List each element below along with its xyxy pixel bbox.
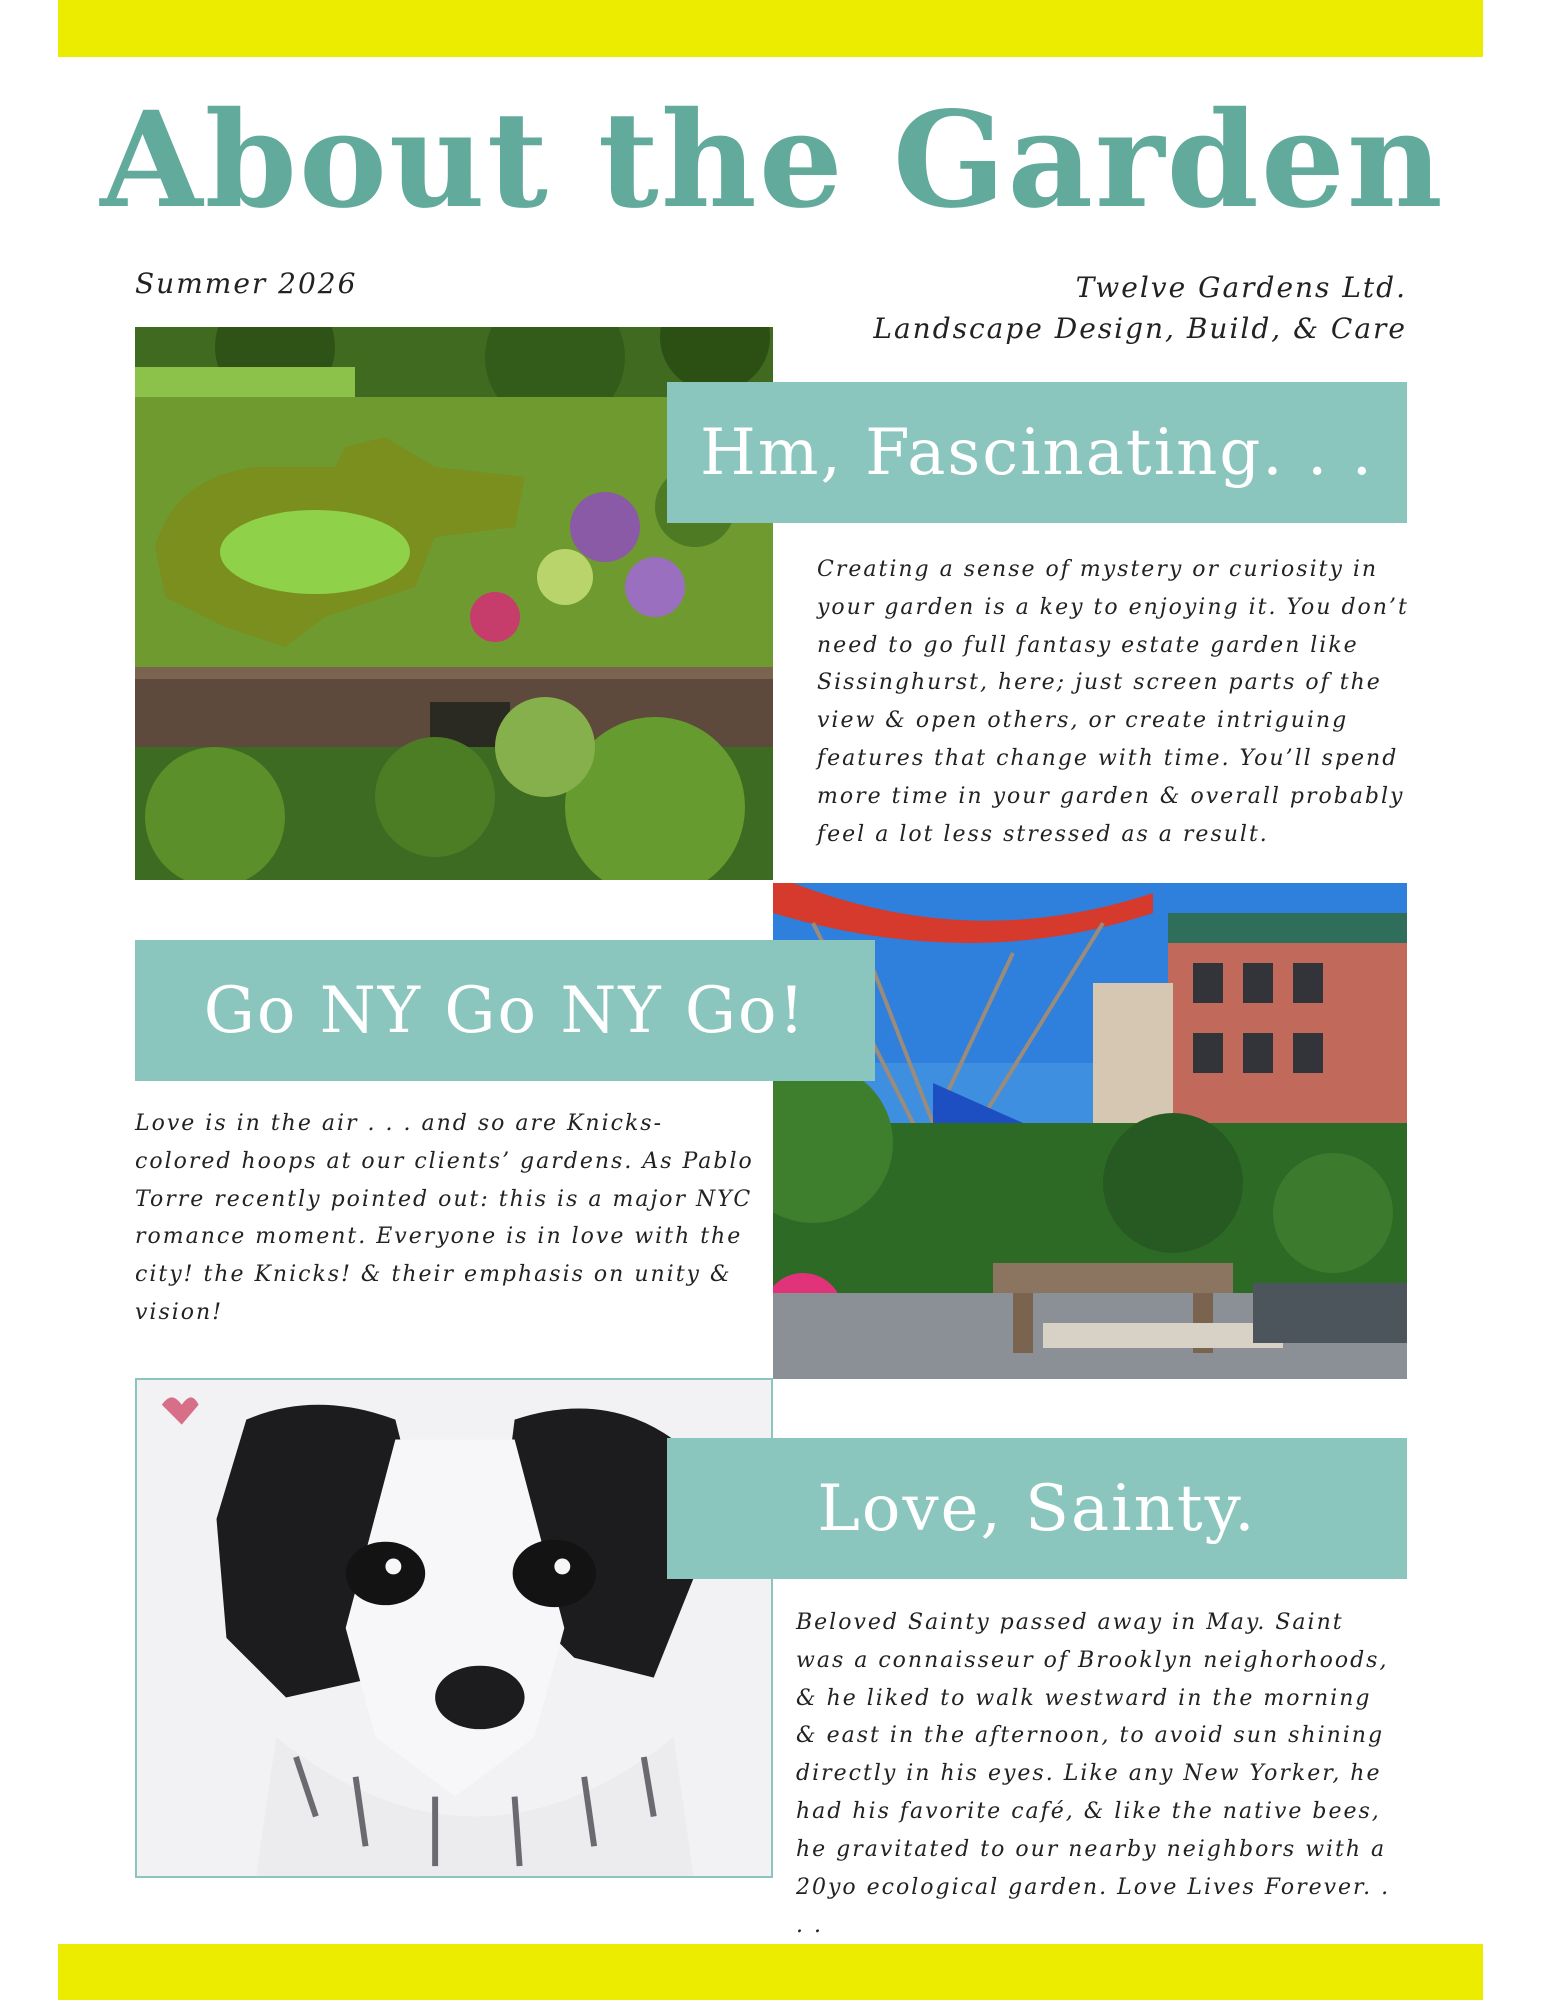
section-body-sainty: Beloved Sainty passed away in May. Saint was a connaisseur of Brooklyn neighorhoods, & he liked to walk westward in the morning & east in the afternoon, to avoid sun shining directly in his eyes. Like any New Yorker, he had his favorite café, & like the native bees, he gravitated to our nearby neighbors with a 20yo ecological garden. Love Lives Forever. . . . <box>796 1610 1391 1938</box>
section-body-go-ny: Love is in the air . . . and so are Knicks-colored hoops at our clients’ gardens. As Pablo Torre recently pointed out: this is a major NYC romance moment. Everyone is in love with the city! the Knicks! & their emphasis on unity & vision! <box>135 1111 754 1326</box>
bottom-accent-band <box>58 1944 1483 2000</box>
top-accent-band <box>58 0 1483 57</box>
company-name: Twelve Gardens Ltd. <box>1075 271 1407 304</box>
section-banner-sainty: Love, Sainty. <box>667 1438 1407 1579</box>
issue-date: Summer 2026 <box>135 267 358 300</box>
company-tagline: Landscape Design, Build, & Care <box>873 311 1407 345</box>
section-banner-go-ny: Go NY Go NY Go! <box>135 940 875 1081</box>
section-banner-fascinating: Hm, Fascinating. . . <box>667 382 1407 523</box>
section-body-fascinating: Creating a sense of mystery or curiosity in your garden is a key to enjoying it. You don’t need to go full fantasy estate garden like Sissinghurst, here; just screen parts of the view & open others, or create intriguing features that change with time. You’ll spend more time in your garden & overall probably feel a lot less stressed as a result. <box>817 557 1409 847</box>
company-info <box>873 268 1407 349</box>
page-title: About the Garden <box>100 83 1445 238</box>
